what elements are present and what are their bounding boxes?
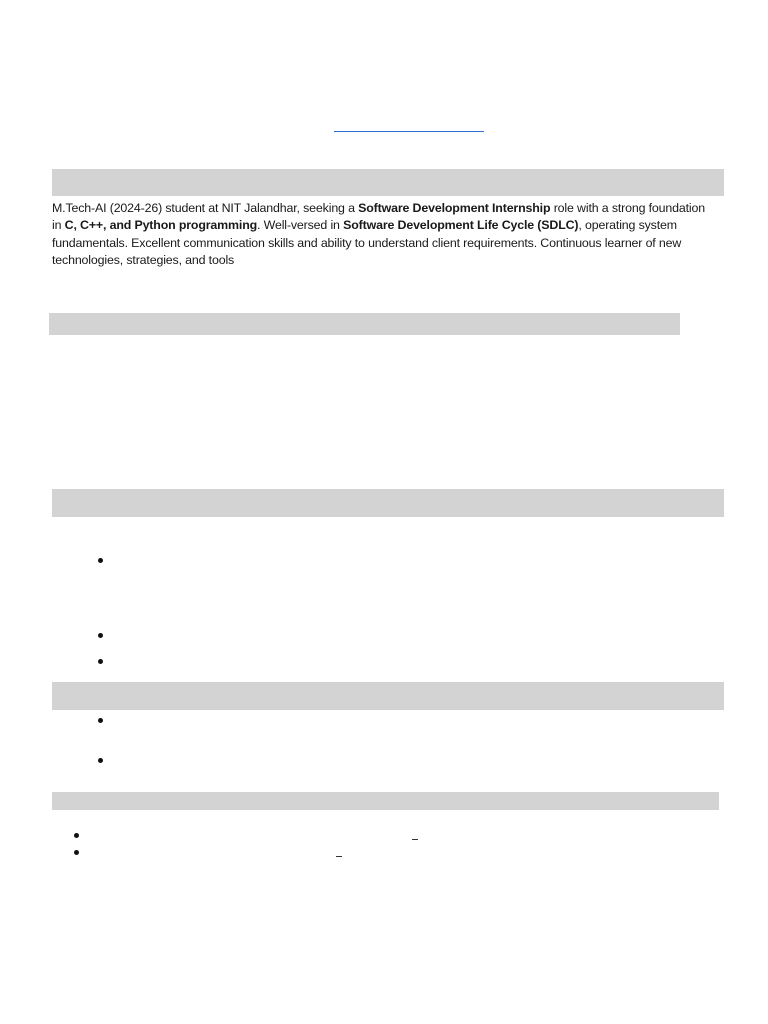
section-header-4 — [52, 682, 724, 710]
section-header-3 — [52, 489, 724, 517]
list-bullet — [98, 558, 103, 563]
list-bullet — [74, 833, 79, 838]
section-header-summary — [52, 169, 724, 196]
summary-bold-sdlc: Software Development Life Cycle (SDLC) — [343, 218, 579, 233]
summary-text-3: . Well-versed in — [257, 218, 344, 233]
summary-text-1: M.Tech-AI (2024-26) student at NIT Jalandhar, seeking a — [52, 201, 359, 215]
summary-text-4: , operating system fundamentals. Excellent communication skills and ability to understand client requirements. Continuous learner of new technologies, strategies, and tools — [52, 218, 682, 268]
list-bullet — [98, 758, 103, 763]
summary-bold-languages: C, C++, and Python programming — [64, 218, 258, 233]
summary-text-2: role with a strong foundation in — [52, 201, 706, 233]
list-bullet — [98, 633, 103, 638]
list-bullet — [98, 659, 103, 664]
summary-paragraph — [52, 200, 712, 270]
contact-link-underline[interactable] — [334, 131, 484, 132]
section-header-5 — [52, 792, 719, 810]
list-bullet — [74, 850, 79, 855]
list-bullet — [98, 718, 103, 723]
dash-mark — [336, 856, 342, 857]
section-header-2 — [49, 313, 680, 335]
summary-bold-internship: Software Development Internship — [358, 201, 551, 215]
dash-mark — [412, 839, 418, 840]
